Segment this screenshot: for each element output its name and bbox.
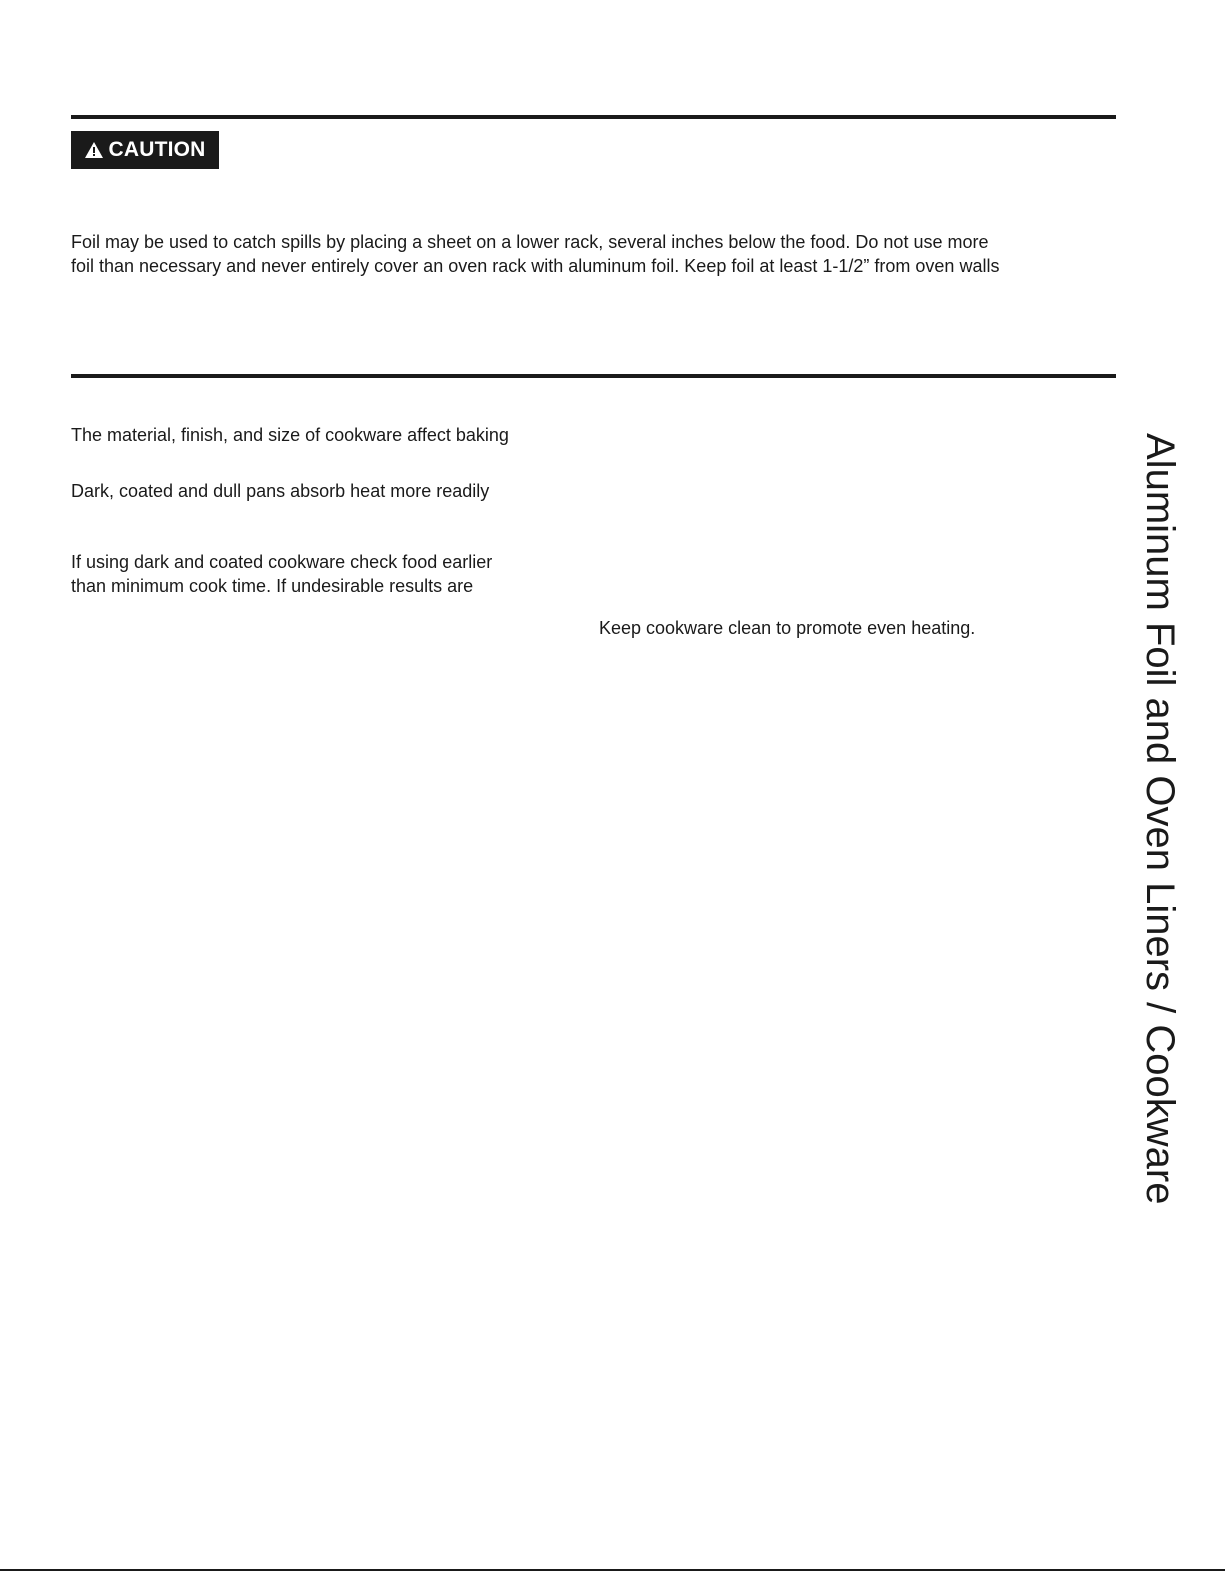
warning-triangle-icon	[84, 141, 108, 159]
cookware-text-line: The material, finish, and size of cookware affect baking	[71, 425, 509, 445]
section-divider-top	[71, 115, 1116, 119]
cookware-text-line: than minimum cook time. If undesirable results are	[71, 576, 474, 596]
foil-text-line: foil than necessary and never entirely cover an oven rack with aluminum foil. Keep foil at least 1-1/2” from oven walls	[71, 256, 1000, 276]
caution-label: CAUTION	[108, 138, 206, 161]
caution-badge	[71, 131, 219, 169]
page-bottom-rule	[0, 1569, 1225, 1571]
side-section-title: Aluminum Foil and Oven Liners / Cookware	[1138, 433, 1182, 1205]
section-divider-middle	[71, 374, 1116, 378]
cookware-text-line: Keep cookware clean to promote even heating.	[599, 618, 976, 638]
foil-text-line: Foil may be used to catch spills by placing a sheet on a lower rack, several inches below the food. Do not use more	[71, 232, 989, 252]
cookware-text-line: Dark, coated and dull pans absorb heat more readily	[71, 481, 490, 501]
cookware-text-line: If using dark and coated cookware check food earlier	[71, 552, 493, 572]
